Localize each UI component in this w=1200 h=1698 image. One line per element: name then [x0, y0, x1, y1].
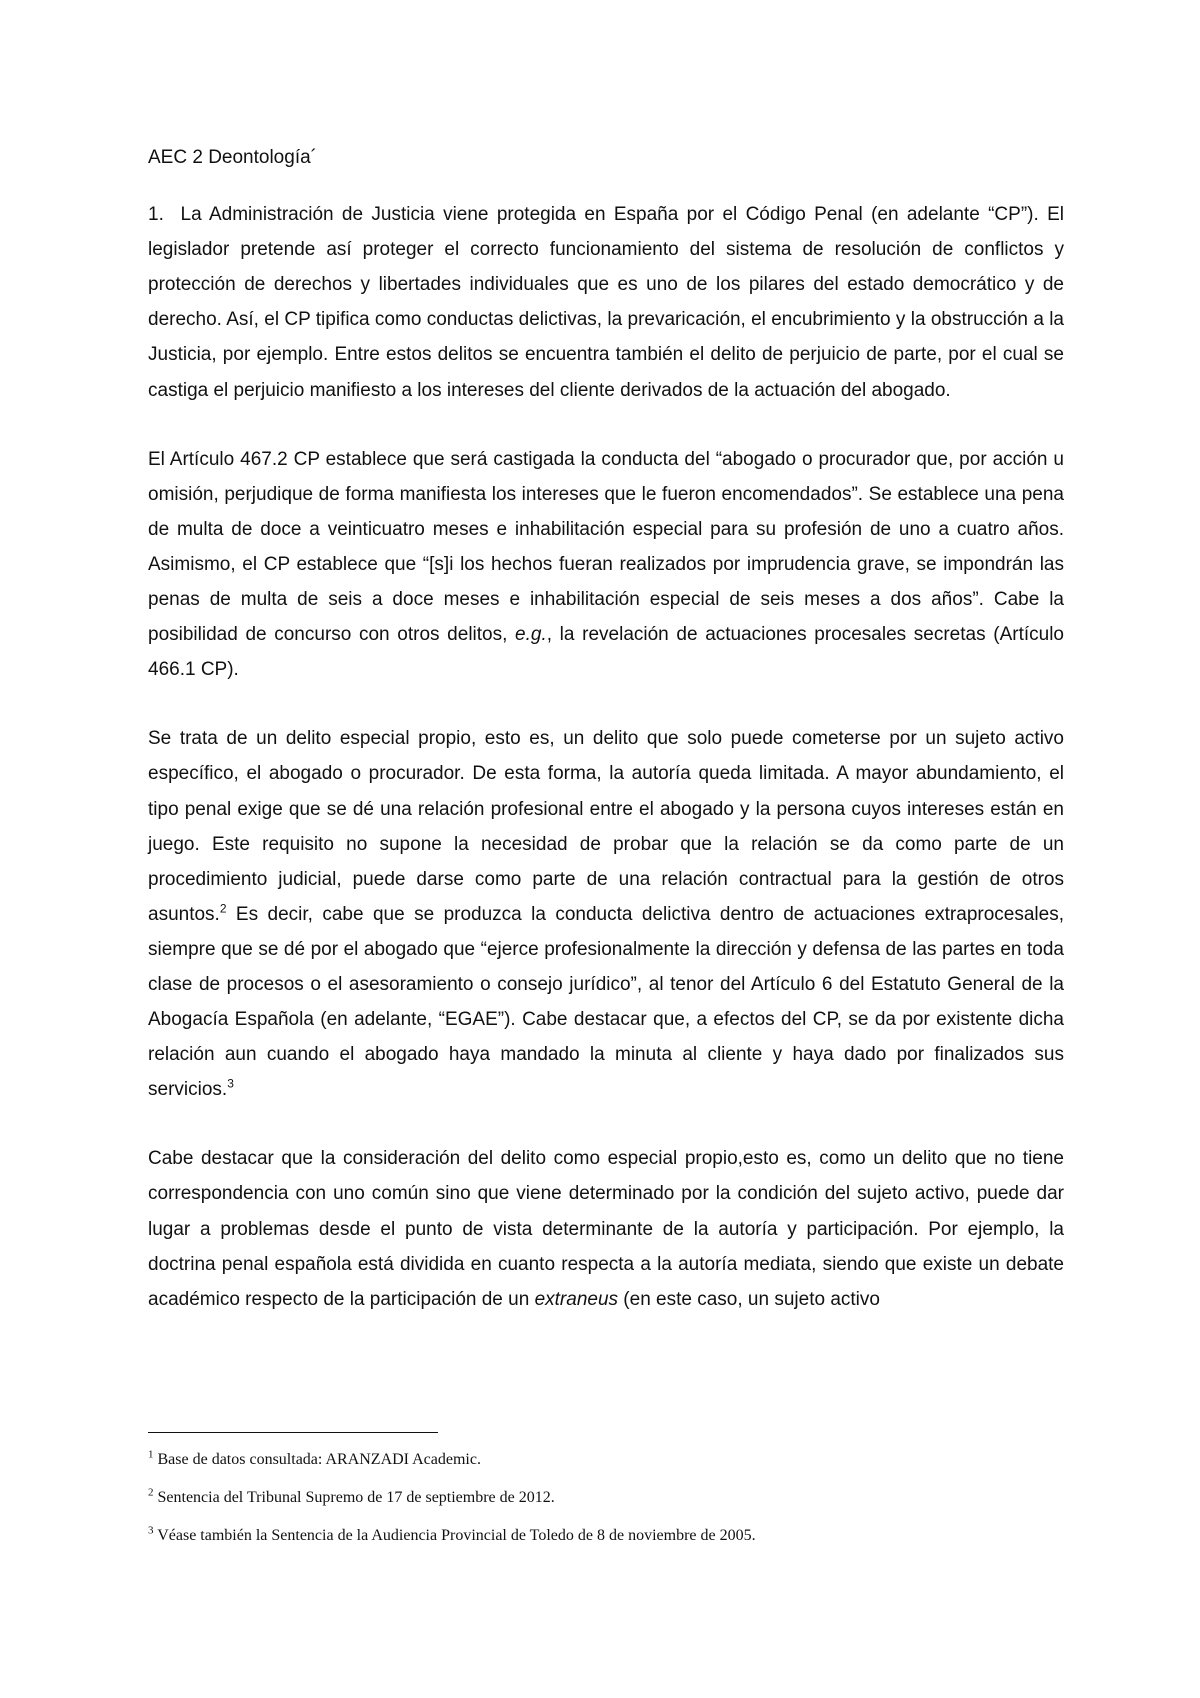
footnote-number: 2 [148, 1486, 154, 1499]
footnote-ref-2[interactable]: 2 [219, 901, 227, 916]
paragraph-1 [148, 197, 1064, 408]
paragraph-4 [148, 1141, 1064, 1316]
paragraph-4-italic: extraneus [534, 1288, 619, 1310]
footnote-text: Véase también la Sentencia de la Audiencia Provincial de Toledo de 8 de noviembre de 2005. [153, 1527, 756, 1544]
paragraph-3 [148, 721, 1064, 1107]
document-title: AEC 2 Deontología´ [148, 147, 317, 168]
footnote-1 [148, 1441, 1064, 1479]
footnote-number: 1 [148, 1448, 154, 1461]
paragraph-4-text-b: (en este caso, un sujeto activo [618, 1288, 880, 1310]
paragraph-2-text-b: , la revelación de actuaciones procesales secretas (Artículo 466.1 CP). [148, 624, 1064, 681]
footnote-ref-3[interactable]: 3 [227, 1076, 234, 1091]
document-body [148, 140, 1064, 1351]
paragraph-number: 1. [148, 204, 164, 226]
paragraph-4-text-a: Cabe destacar que la consideración del delito como especial propio,esto es, como un delito que no tiene correspondencia con uno común sino que viene determinado por la condición del sujeto activo, puede dar lugar a problemas desde el punto de vista determinante de la autoría y participación. Por ejemplo, la doctrina penal española está dividida en cuanto respecta a la autoría mediata, siendo que existe un debate académico respecto de la participación de un [148, 1148, 1064, 1310]
footnote-3 [148, 1517, 1064, 1555]
footnote-text: Sentencia del Tribunal Supremo de 17 de septiembre de 2012. [153, 1489, 555, 1506]
footnote-number: 3 [148, 1524, 154, 1537]
footnotes [148, 1441, 1064, 1555]
paragraph-3-text-b: Es decir, cabe que se produzca la conducta delictiva dentro de actuaciones extraprocesales, siempre que se dé por el abogado que “ejerce profesionalmente la dirección y defensa de las partes en toda clase de procesos o el asesoramiento o consejo jurídico”, al tenor del Artículo 6 del Estatuto General de la Abogacía Española (en adelante, “EGAE”). Cabe destacar que, a efectos del CP, se da por existente dicha relación aun cuando el abogado haya mandado la minuta al cliente y haya dado por finalizados sus servicios. [148, 903, 1064, 1101]
paragraph-1-text: La Administración de Justicia viene protegida en España por el Código Penal (en adelante “CP”). El legislador pretende así proteger el correcto funcionamiento del sistema de resolución de conflictos y protección de derechos y libertades individuales que es uno de los pilares del estado democrático y de derecho. Así, el CP tipifica como conductas delictivas, la prevaricación, el encubrimiento y la obstrucción a la Justicia, por ejemplo. Entre estos delitos se encuentra también el delito de perjuicio de parte, por el cual se castiga el perjuicio manifiesto a los intereses del cliente derivados de la actuación del abogado. [148, 204, 1064, 401]
paragraph-2-italic: e.g. [515, 624, 547, 646]
footnote-2 [148, 1479, 1064, 1517]
footnote-separator [148, 1432, 438, 1433]
paragraph-3-text-a: Se trata de un delito especial propio, esto es, un delito que solo puede cometerse por un sujeto activo específico, el abogado o procurador. De esta forma, la autoría queda limitada. A mayor abundamiento, el tipo penal exige que se dé una relación profesional entre el abogado y la persona cuyos intereses están en juego. Este requisito no supone la necesidad de probar que la relación se da como parte de un procedimiento judicial, puede darse como parte de una relación contractual para la gestión de otros asuntos. [148, 728, 1064, 925]
paragraph-2-text-a: El Artículo 467.2 CP establece que será castigada la conducta del “abogado o procurador que, por acción u omisión, perjudique de forma manifiesta los intereses que le fueron encomendados”. Se establece una pena de multa de doce a veinticuatro meses e inhabilitación especial para su profesión de uno a cuatro años. Asimismo, el CP establece que “[s]i los hechos fueran realizados por imprudencia grave, se impondrán las penas de multa de seis a doce meses e inhabilitación especial de seis meses a dos años”. Cabe la posibilidad de concurso con otros delitos, [148, 448, 1064, 646]
paragraph-2 [148, 442, 1064, 688]
footnote-text: Base de datos consultada: ARANZADI Academic. [153, 1451, 481, 1468]
